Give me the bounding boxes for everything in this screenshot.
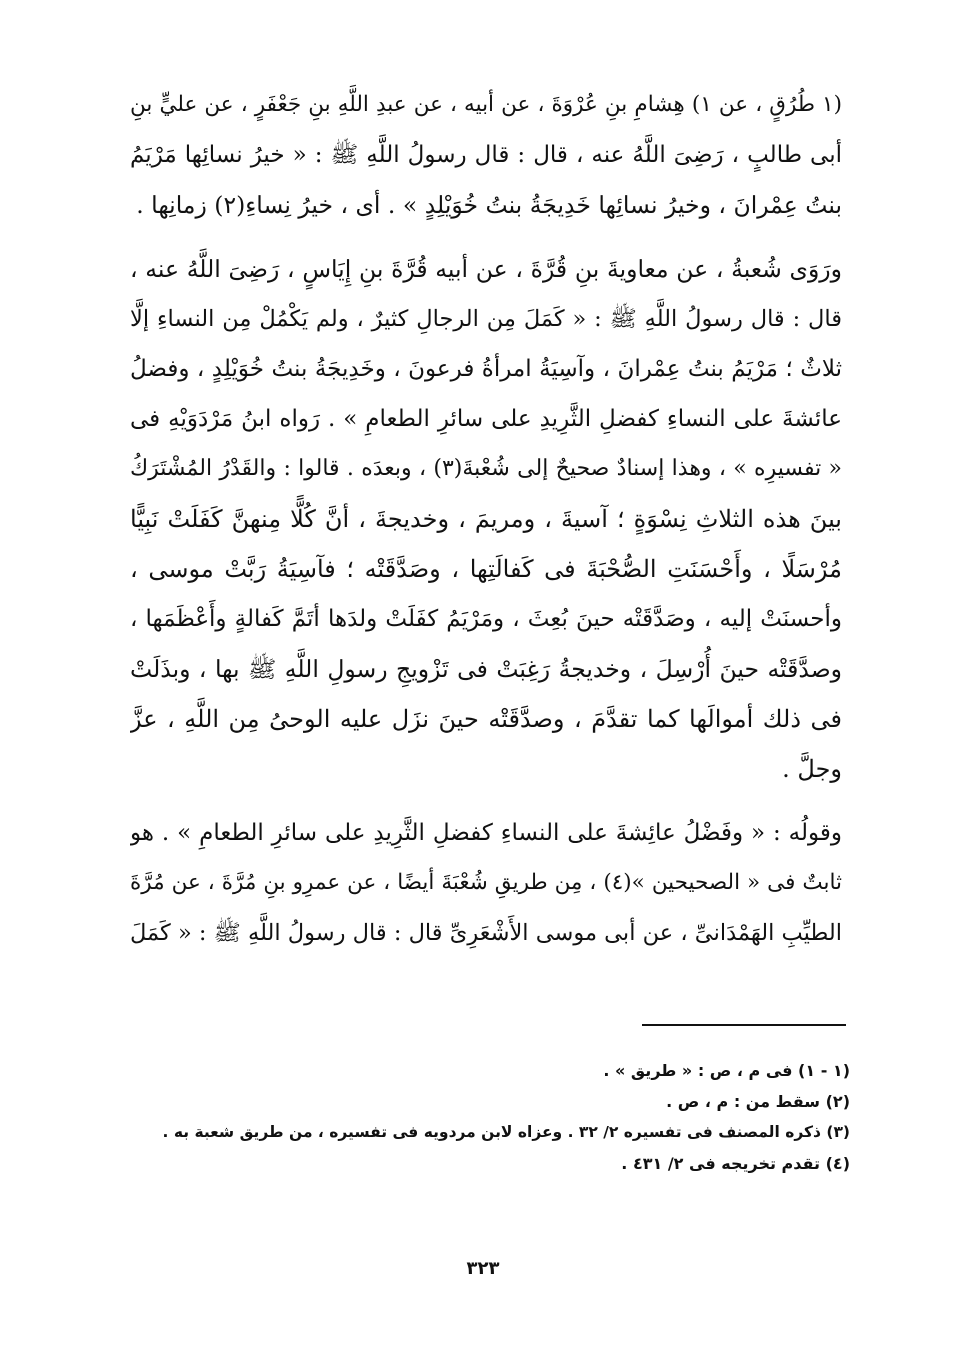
- paragraph-3: [130, 808, 842, 958]
- text-line: وصدَّقَتْه حينَ أُرْسِلَ ، وخديجةُ رَغِبَتْ فى تَزْويجِ رسولِ اللَّهِ ﷺ بها ، وبذَلَتْ: [130, 655, 842, 683]
- text-line: ورَوَى شُعبةُ ، عن معاويةَ بنِ قُرَّةَ ، عن أبيه قُرَّةَ بنِ إِيَاسٍ ، رَضِىَ اللَّهُ عنه ،: [130, 255, 842, 283]
- paragraph-2: [130, 244, 842, 794]
- text-line: (١ طُرُقٍ ، عن ١) هِشامِ بنِ عُرْوَةَ ، عن أبيه ، عن عبدِ اللَّهِ بنِ جَعْفَرٍ ، عن عليٍّ بنِ: [130, 92, 842, 117]
- text-line: ثلاثٌ ؛ مَرْيَمُ بنتُ عِمْرانَ ، وآسِيَةُ امرأةُ فرعونَ ، وخَدِيجَةُ بنتُ خُوَيْلِدٍ ، وفضلُ: [130, 356, 842, 382]
- footnotes: [150, 1055, 850, 1179]
- footnote: (٤) تقدم تخريجه فى ٢/ ٤٣١ .: [621, 1154, 850, 1173]
- text-line: عائشةَ على النساءِ كفضلِ الثَّرِيدِ على سائرِ الطعامِ » . رَواه ابنُ مَرْدَوَيْهِ فى: [130, 406, 842, 432]
- text-line: وأحسنَتْ إليه ، وصَدَّقَتْه حينَ بُعِثَ ، ومَرْيَمُ كفَلَتْ ولدَها أتَمَّ كَفالةٍ وأَعْظَمَها ،: [130, 606, 842, 632]
- text-line: مُرْسَلًا ، وأَحْسَنَتِ الصُّحْبَةَ فى كَفالَتِها ، وصَدَّقَتْه ؛ فآسِيَةُ رَبَّتْ موسى ،: [130, 555, 842, 583]
- footnote-separator: [642, 1024, 846, 1026]
- text-line: أبى طالبٍ ، رَضِىَ اللَّهُ عنه ، قال : قال رسولُ اللَّهِ ﷺ : « خيرُ نسائِها مَرْيَمُ: [130, 142, 842, 168]
- text-line: « تفسيرِه » ، وهذا إسنادٌ صحيحٌ إلى شُعْبةَ(٣) ، وبعدَه . قالوا : والقَدْرُ المُشْتَرَكُ: [130, 456, 842, 481]
- text-line: الطيِّبِ الهَمْدَانىِّ ، عن أبى موسى الأَشْعَرِىِّ قال : قال رسولُ اللَّهِ ﷺ : « كَمَلَ: [130, 920, 842, 946]
- text-line: بنتُ عِمْرانَ ، وخيرُ نسائِها خَدِيجَةُ بنتُ خُوَيْلِدٍ » . أى ، خيرُ نِساءِ(٢) زمانِها .: [136, 191, 842, 219]
- paragraph-1: [130, 80, 842, 230]
- footnote: (٢) سقط من : م ، ص .: [666, 1092, 850, 1111]
- text-line: بينَ هذه الثلاثِ نِسْوَةٍ ؛ آسيةَ ، ومريمَ ، وخديجةَ ، أنَّ كُلًّا مِنهنَّ كَفَلَتْ نَبِيًّا: [130, 505, 842, 533]
- main-text: [130, 80, 842, 958]
- text-line: قال : قال رسولُ اللَّهِ ﷺ : « كَمَلَ مِن الرجالِ كثيرٌ ، ولم يَكْمُلْ مِن النساءِ إلَّا: [130, 306, 842, 332]
- page-number: ٣٢٣: [466, 1258, 500, 1279]
- footnote: (١ - ١) فى م ، ص : « طريق » .: [603, 1061, 850, 1080]
- paragraph-gap: [130, 230, 842, 244]
- paragraph-gap: [130, 794, 842, 808]
- text-line: ثابتٌ فى « الصحيحين »(٤) ، مِن طريقِ شُعْبَةَ أيضًا ، عن عمرِو بنِ مُرَّةَ ، عن مُرَّةَ: [130, 870, 842, 895]
- text-line: فى ذلك أموالَها كما تقدَّمَ ، وصدَّقَتْه حينَ نزَل عليه الوحىُ مِن اللَّهِ ، عزَّ: [130, 705, 842, 733]
- footnote: (٣) ذكره المصنف فى تفسيره ٢/ ٣٢ . وعزاه لابن مردويه فى تفسيره ، من طريق شعبة به .: [162, 1123, 850, 1141]
- text-line: وجلَّ .: [782, 755, 842, 783]
- text-line: وقولُه : « وفَضْلُ عائِشةَ على النساءِ كفضلِ الثَّرِيدِ على سائرِ الطعامِ » . هو: [130, 820, 842, 846]
